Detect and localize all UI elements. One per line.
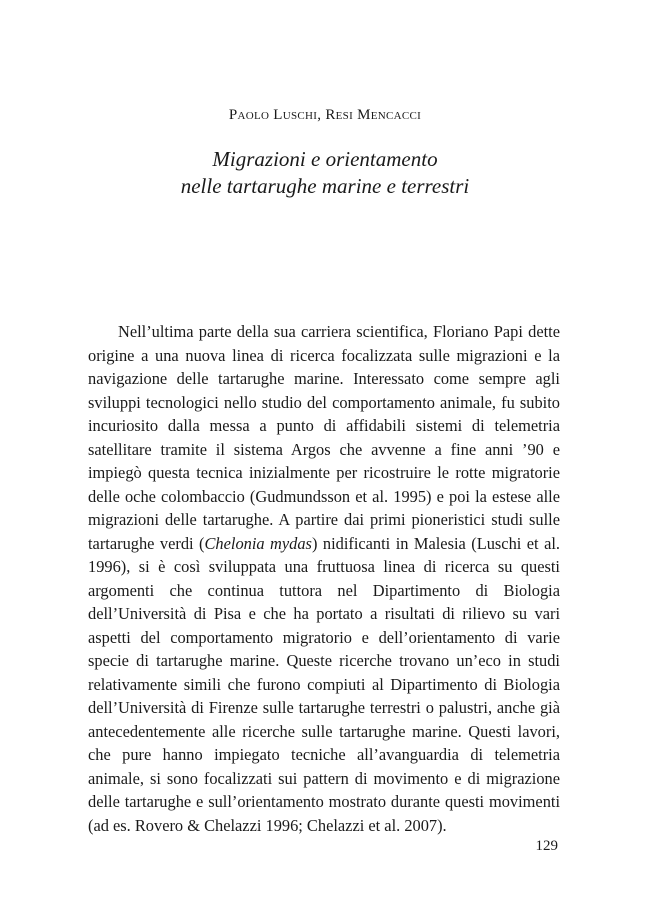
body-text (88, 320, 560, 837)
chapter-title-line-1: Migrazioni e orientamento (212, 147, 438, 171)
paragraph-text-part-2: ) nidificanti in Malesia (Luschi et al. 1996), si è così sviluppata una fruttuosa linea di ricerca su questi argomenti che continua tuttora nel Dipartimento di Biologia dell’Università di Pisa e che ha portato a risultati di rilievo su vari aspetti del comportamento migratorio e dell’orientamento di varie specie di tartarughe marine. Queste ricerche trovano un’eco in studi relativamente simili che furono compiuti al Dipartimento di Biologia dell’Università di Firenze sulle tartarughe terrestri o palustri, anche già antecedentemente alle ricerche sulle tartarughe marine. Questi lavori, che pure hanno impiegato tecniche all’avanguardia di telemetria animale, si sono focalizzati sui pattern di movimento e di migrazione delle tartarughe e sull’orientamento mostrato durante questi movimenti (ad es. Rovero & Chelazzi 1996; Chelazzi et al. 2007). (88, 533, 560, 835)
chapter-title-line-2: nelle tartarughe marine e terrestri (180, 174, 470, 198)
chapter-title (0, 146, 650, 200)
page-number: 129 (535, 838, 558, 854)
paragraph-text-part-1: Nell’ultima parte della sua carriera scientifica, Floriano Papi dette origine a una nuova linea di ricerca focalizzata sulle migrazioni e la navigazione delle tartarughe marine. Interessato come sempre agli sviluppi tecnologici nello studio del comportamento animale, fu subito incuriosito dalla messa a punto di affidabili sistemi di telemetria satellitare tramite il sistema Argos che avvenne a fine anni ’90 e impiegò questa tecnica inizialmente per ricostruire le rotte migratorie delle oche colombaccio (Gudmundsson et al. 1995) e poi la estese alle migrazioni delle tartarughe. A partire dai primi pioneristici studi sulle tartarughe verdi ( (88, 322, 560, 553)
species-name: Chelonia mydas (204, 533, 312, 553)
authors: Paolo Luschi, Resi Mencacci (228, 107, 422, 123)
paragraph (88, 320, 560, 837)
